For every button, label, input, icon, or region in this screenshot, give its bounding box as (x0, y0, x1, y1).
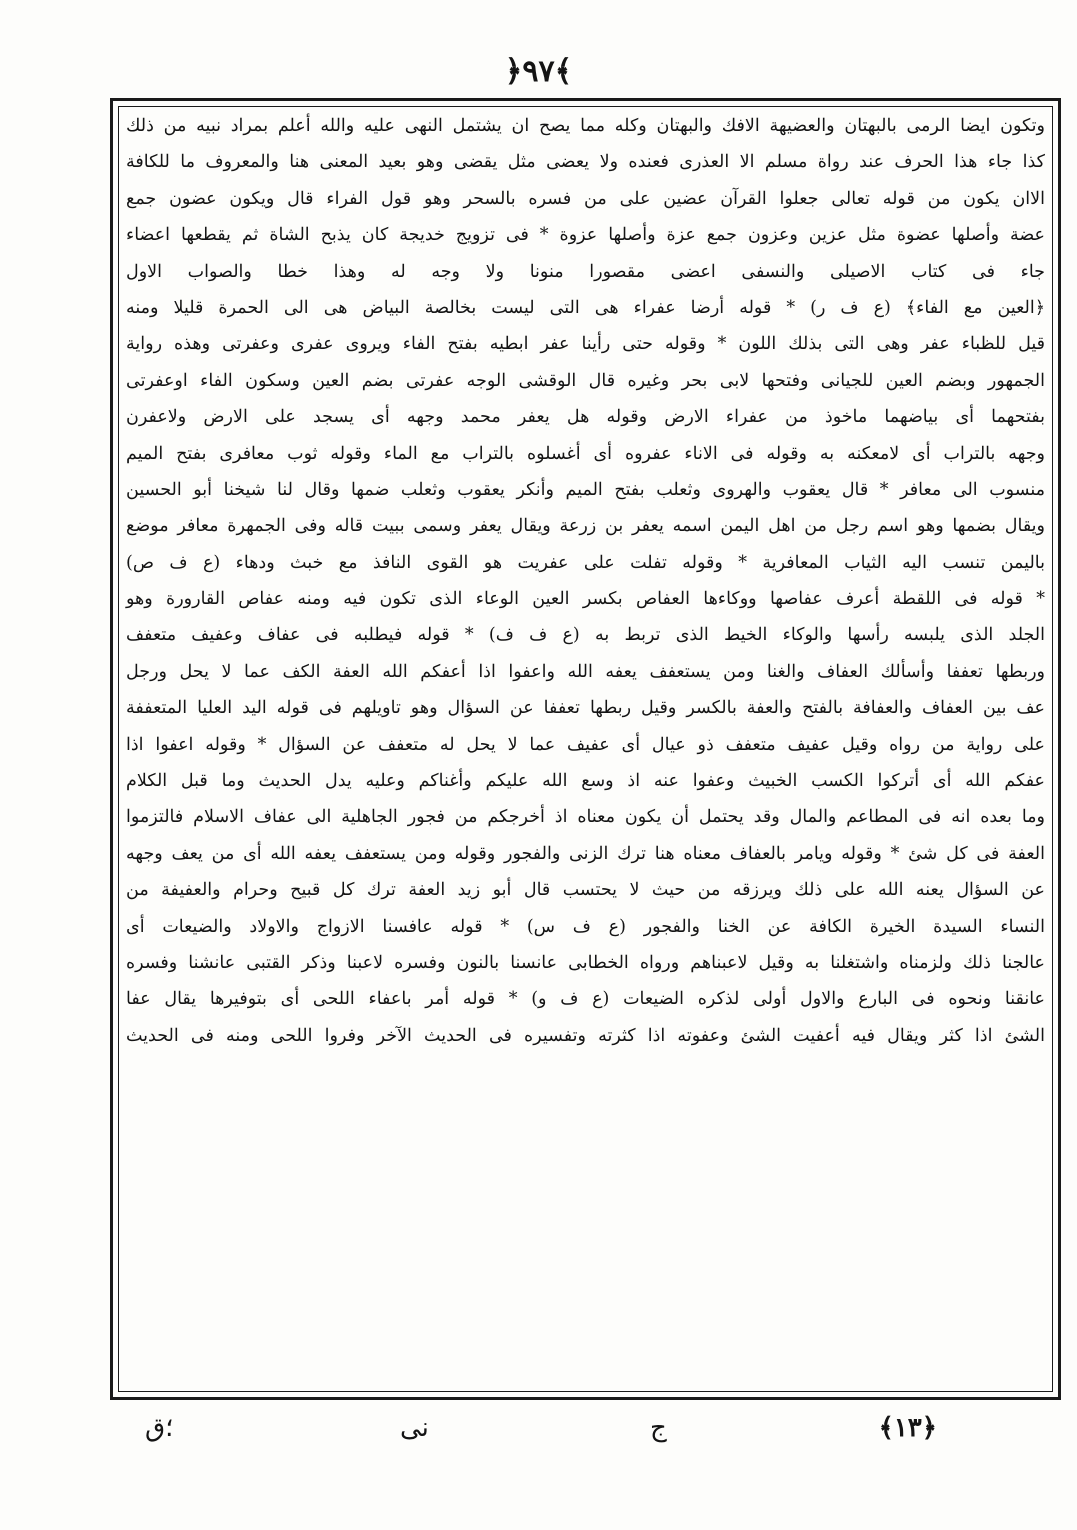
footer-mark: نى (400, 1413, 429, 1443)
text-line: عن السؤال يعنه الله على ذلك ويرزقه من حيث لا يحتسب قال أبو زيد العفة ترك كل قبيح وحرام والعفيفة من (126, 880, 1045, 901)
text-line: وربطها تعففا وأسألك العفاف والغنا ومن يستعفف يعفه الله واعفوا اذا أعفكم الله العفة الكف عما لا يحل ورجل (126, 661, 1045, 682)
text-line: باليمن تنسب اليه الثياب المعافرية * وقوله تفلت على عفريت هو القوى النافذ مع خبث ودهاء (ع ف ص) (126, 552, 1045, 573)
text-line: * قوله فى اللقطة أعرف عفاصها ووكاءها العفاص بكسر العين الوعاء الذى تكون فيه ومنه عفاص القارورة وهو (126, 589, 1045, 610)
text-body (124, 108, 1047, 1390)
text-line: النساء السيدة الخيرة الكافة عن الخنا والفجور (ع ف س) * قوله عافسنا الازواج والاولاد والضيعات أى (126, 916, 1045, 937)
signature-number: ﴿١٣﴾ (878, 1413, 937, 1443)
page-number: ﴿٩٧﴾ (504, 54, 573, 89)
page-footer (0, 1408, 1077, 1448)
text-line: وتكون ايضا الرمى بالبهتان والعضيهة الافك والبهتان وكله مما يصح ان يشتمل النهى عليه والله أعلم بمراد نبيه من ذلك (126, 116, 1045, 136)
text-line: العفة فى كل شئ * وقوله ويامر بالعفاف معناه هنا ترك الزنى والفجور وقوله ومن يستعفف يعفه الله أى من يعف وجهه (126, 843, 1045, 864)
text-line: الجلد الذى يلبسه رأسها والوكاء الخيط الذى تربط به (ع ف ف) * قوله فيطلبه فى عفاف وعفيف متعفف (126, 625, 1045, 646)
text-line: عفكم الله أى أتركوا الكسب الخبيث وعفوا عنه اذ وسع الله عليكم وأغناكم وعليه يدل الحديث وما قبل الكلام (126, 771, 1045, 792)
text-line: كذا جاء هذا الحرف عند رواة مسلم الا العذرى فعنده ولا يعضى مثل يقضى وهو بعيد المعنى هنا والمعروف ما للكافة (126, 152, 1045, 173)
text-line: عالجنا ذلك ولزمناه واشتغلنا به وقيل لاعبناهم ورواه الخطابى عانسنا بالنون وفسره لاعبنا وذكر القتبى عانشنا وفسره (126, 952, 1045, 973)
footer-mark: ج (650, 1413, 667, 1443)
text-line: ﴿العين مع الفاء﴾ (ع ف ر) * قوله أرضا عفراء هى التى ليست بخالصة البياض هى الى الحمرة قليلا ومنه (126, 297, 1045, 318)
text-line: بفتحهما أى بياضهما ماخوذ من عفراء الارض وقوله هل يعفر محمد وجهه أى يسجد على الارض ولاعفرن (126, 407, 1045, 428)
text-line: وجهه بالتراب أى لامعكنه به وقوله فى الاناء عفروه أى أغسلوه بالتراب مع الماء وقوله ثوب معافرى بفتح الميم (126, 443, 1045, 464)
text-line: عضة وأصلها عضوة مثل عزين وعزون جمع عزة وأصلها عزوة * فى تزويج خديجة كان يذبح الشاة ثم يقطعها اعضاء (126, 225, 1045, 246)
text-line: الجمهور وبضم العين للجيانى وفتحها لابى بحر وغيره قال الوقشى الوجه عفرتى بضم العين وسكون الفاء اوعفرتى (126, 370, 1045, 391)
text-line: عف بين العفاف والعفافة بالفتح والعفة بالكسر وقيل ربطها تعففا عن السؤال وهو تاويلهم فى قوله اليد العليا المتعففة (126, 698, 1045, 719)
text-line: جاء فى كتاب الاصيلى والنسفى اعضى مقصورا منونا ولا وجه له وهذا خطا والصواب الاول (126, 261, 1045, 282)
text-line: وما بعده انه فى المطاعم والمال وقد يحتمل أن يكون معناه اذ أخرجكم من فجور الجاهلية الى عفاف الاسلام فالتزموا (126, 807, 1045, 828)
footer-mark: ؛ق (145, 1413, 174, 1443)
text-line: الشئ اذا كثر ويقال فيه أعفيت الشئ وعفوته اذا كثرته وتفسيره فى الحديث الآخر وفروا اللحى ومنه فى الحديث (126, 1025, 1045, 1046)
text-line: قيل للظباء عفر وهى التى بذلك اللون * وقوله حتى رأينا عفر ابطيه بفتح الفاء ويروى عفرى وعفرتى وهذه رواية (126, 334, 1045, 355)
text-line: ويقال بضمها وهو اسم رجل من اهل اليمن اسمه يعفر بن زرعة ويقال يعفر وسمى ببيت قاله وفى الجمهرة معافر موضع (126, 516, 1045, 537)
text-line: الاان يكون من قوله تعالى جعلوا القرآن عضين على من فسره بالسحر وهو قول الفراء قال ويكون عضون جمع (126, 188, 1045, 209)
text-line: عانقنا ونحوه فى البارع والاول أولى لذكره الضيعات (ع ف و) * قوله أمر باعفاء اللحى أى بتوفيرها يقال عفا (126, 989, 1045, 1010)
text-line: منسوب الى معافر * قال يعقوب والهروى وثعلب بفتح الميم وأنكر يعقوب وثعلب ضمها وقال لنا شيخنا أبو الحسين (126, 479, 1045, 500)
text-line: على رواية من رواه وقيل عفيف متعفف ذو عيال أى عفيف عما لا يحل له متعفف عن السؤال * وقوله اعفوا اذا (126, 734, 1045, 755)
